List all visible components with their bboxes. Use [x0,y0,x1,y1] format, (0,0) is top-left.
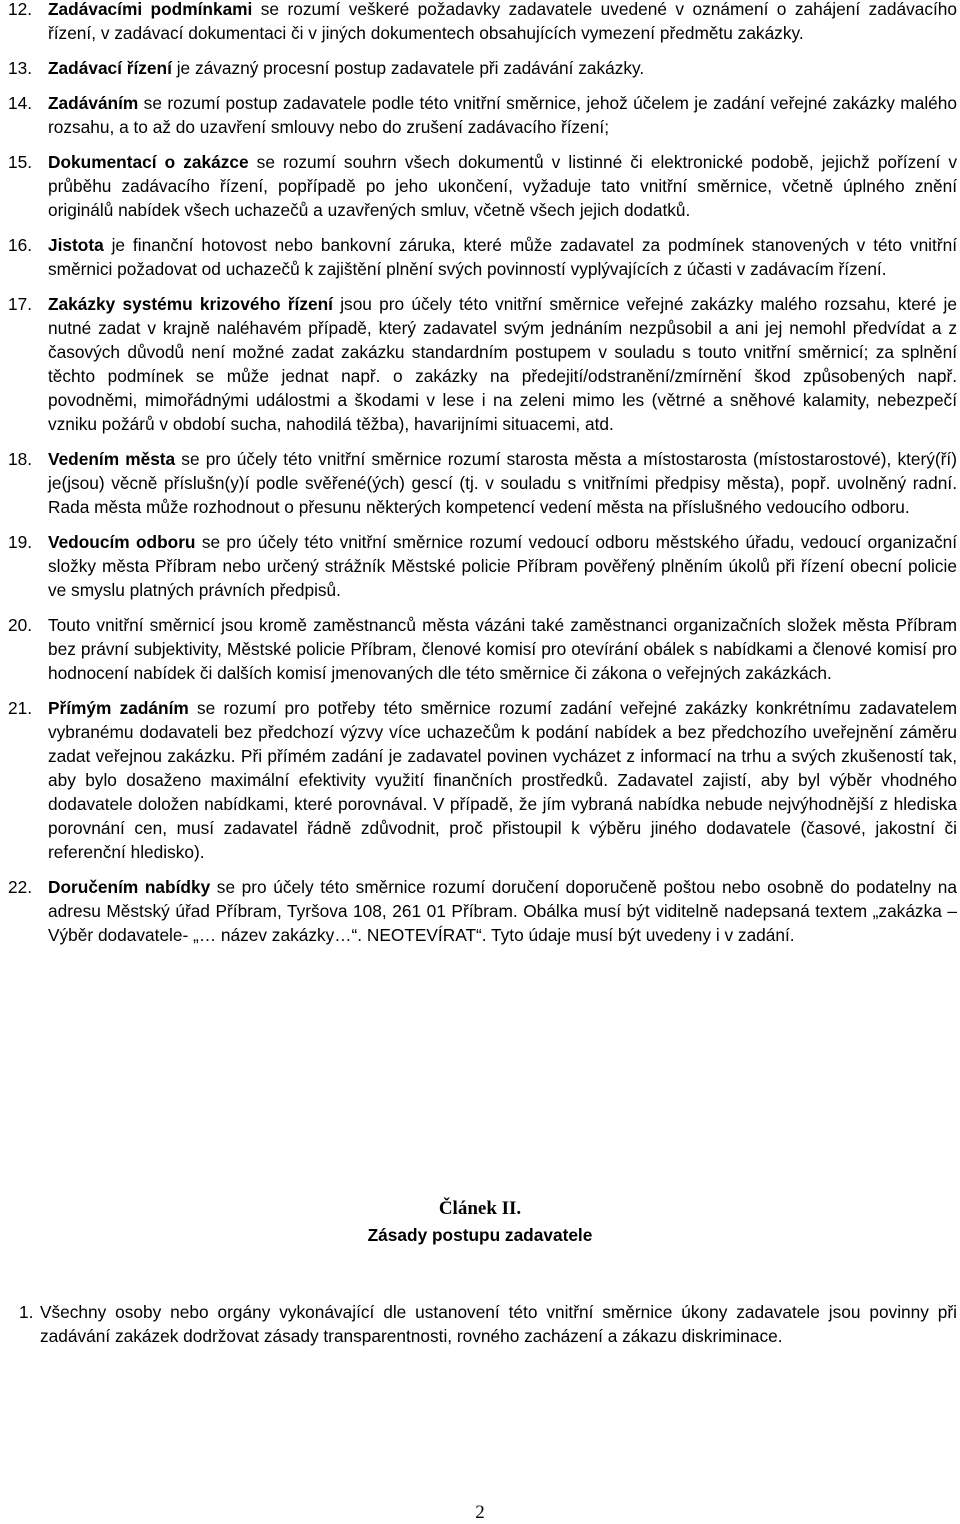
page-number: 2 [475,1502,485,1523]
item-number: 20. [8,615,33,635]
list-item [8,233,957,281]
definition-text: je závazný procesní postup zadavatele při zadávání zakázky. [171,58,645,78]
item-text [48,530,957,602]
list-item [19,1300,957,1348]
list-item [8,696,957,864]
list-item [8,447,957,519]
article-title: Článek II. [438,1198,522,1219]
item-text [48,56,957,80]
item-number: 17. [8,294,33,314]
list-item [8,875,957,947]
defined-term: Vedením města [48,449,176,469]
list-item [8,292,957,436]
defined-term: Zadávací řízení [48,58,172,78]
item-number: 13. [8,58,33,78]
defined-term: Zadávacími podmínkami [48,0,253,19]
defined-term: Zakázky systému krizového řízení [48,294,333,314]
definition-text: se rozumí postup zadavatele podle této vnitřní směrnice, jehož účelem je zadání veřejné zakázky malého rozsahu, a to až do uzavření smlouvy nebo do zrušení zadávacího řízení; [48,93,957,137]
definition-text: se pro účely této vnitřní směrnice rozumí vedoucí odboru městského úřadu, vedoucí organizační složky města Příbram nebo určený strážník Městské policie Příbram pověřený plněním úkolů při řízení obecní policie ve smyslu platných právních předpisů. [48,532,958,600]
defined-term: Vedoucím odboru [48,532,196,552]
definition-text: je finanční hotovost nebo bankovní záruka, které může zadavatel za podmínek stanovených v této vnitřní směrnici požadovat od uchazečů k zajištění plnění svých povinností vyplývajících z účasti v zadávacím řízení. [48,235,957,279]
item-number: 22. [8,877,33,897]
item-text: Všechny osoby nebo orgány vykonávající dle ustanovení této vnitřní směrnice úkony zadavatele jsou povinny při zadávání zakázek dodržovat zásady transparentnosti, rovného zacházení a zákazu diskriminace. [40,1302,957,1346]
definition-text: Touto vnitřní směrnicí jsou kromě zaměstnanců města vázáni také zaměstnanci organizačních složek města Příbram bez právní subjektivity, Městské policie Příbram, členové komisí pro otevírání obálek s nabídkami a členové komisí pro hodnocení nabídek či dalších komisí jmenovaných dle této směrnice či zákona o veřejných zakázkách. [48,615,957,683]
definition-text: jsou pro účely této vnitřní směrnice veřejné zakázky malého rozsahu, které je nutné zadat v krajně naléhavém případě, který zadavatel svým jednáním nezpůsobil a ani jej nemohl předvídat a z časových důvodů není možné zadat zakázku standardním postupem v souladu s touto vnitřní směrnicí; za splnění těchto podmínek se může jednat např. o zakázky na předejití/odstranění/zmírnění škod způsobených např. povodněmi, mimořádnými událostmi a škodami v lese i na zeleni mimo les (větrné a sněhové kalamity, nebezpečí vzniku požárů v období sucha, nahodilá těžba), havarijními situacemi, atd. [48,294,957,434]
item-number: 1. [19,1302,34,1322]
item-text [48,613,957,685]
item-text [48,696,957,864]
definition-text: se rozumí souhrn všech dokumentů v listinné či elektronické podobě, jejichž pořízení v průběhu zadávacího řízení, popřípadě po jeho ukončení, vyžaduje tato vnitřní směrnice, včetně úplného znění originálů nabídek všech uchazečů a uzavřených smluv, včetně všech jejich dodatků. [48,152,957,220]
item-number: 19. [8,532,33,552]
definition-text: se pro účely této vnitřní směrnice rozumí starosta města a místostarosta (místostarostové), který(ří) je(jsou) věcně příslušn(y)í podle svěřené(ých) gescí (tj. v souladu s vnitřními předpisy města), popř. uvolněný radní. Rada města může rozhodnout o přesunu některých kompetencí vedení města na příslušného vedoucího odboru. [48,449,957,517]
list-item [8,0,957,45]
article-subtitle: Zásady postupu zadavatele [367,1225,593,1245]
article-items-list [19,1300,957,1359]
item-text [48,0,957,45]
item-text [48,875,957,947]
item-text [48,292,957,436]
item-number: 15. [8,152,33,172]
defined-term: Dokumentací o zakázce [48,152,249,172]
list-item [8,613,957,685]
item-text [48,150,957,222]
list-item [8,150,957,222]
item-number: 21. [8,698,33,718]
definition-text: se rozumí veškeré požadavky zadavatele uvedené v oznámení o zahájení zadávacího řízení, v zadávací dokumentaci či v jiných dokumentech obsahujících vymezení předmětu zakázky. [48,0,957,43]
defined-term: Jistota [48,235,104,255]
item-number: 16. [8,235,33,255]
item-text [48,91,957,139]
list-item [8,91,957,139]
defined-term: Zadáváním [48,93,139,113]
item-text [48,233,957,281]
item-number: 12. [8,0,33,19]
item-number: 18. [8,449,33,469]
definitions-list [8,0,957,958]
item-number: 14. [8,93,33,113]
item-text [48,447,957,519]
definition-text: se pro účely této směrnice rozumí doručení doporučeně poštou nebo osobně do podatelny na adresu Městský úřad Příbram, Tyršova 108, 261 01 Příbram. Obálka musí být viditelně nadepsaná textem „zakázka – Výběr dodavatele- „… název zakázky…“. NEOTEVÍRAT“. Tyto údaje musí být uvedeny i v zadání. [48,877,958,945]
defined-term: Doručením nabídky [48,877,211,897]
list-item [8,56,957,80]
definition-text: se rozumí pro potřeby této směrnice rozumí zadání veřejné zakázky konkrétnímu zadavatelem vybranému dodavateli bez předchozí výzvy více uchazečům k podání nabídek a bez předchozího uveřejnění záměru zadat veřejnou zakázku. Při přímém zadání je zadavatel povinen vycházet z informací na trhu a svých zkušeností tak, aby bylo dosaženo maximální efektivity využití finančních prostředků. Zadavatel zajistí, aby byl výběr vhodného dodavatele doložen nabídkami, které porovnával. V případě, že jím vybraná nabídka nebude nejvýhodnější z hlediska porovnání cen, musí zadavatel řádně zdůvodnit, proč přistoupil k výběru jiného dodavatele (časové, jakostní či referenční hledisko). [48,698,957,862]
defined-term: Přímým zadáním [48,698,189,718]
list-item [8,530,957,602]
